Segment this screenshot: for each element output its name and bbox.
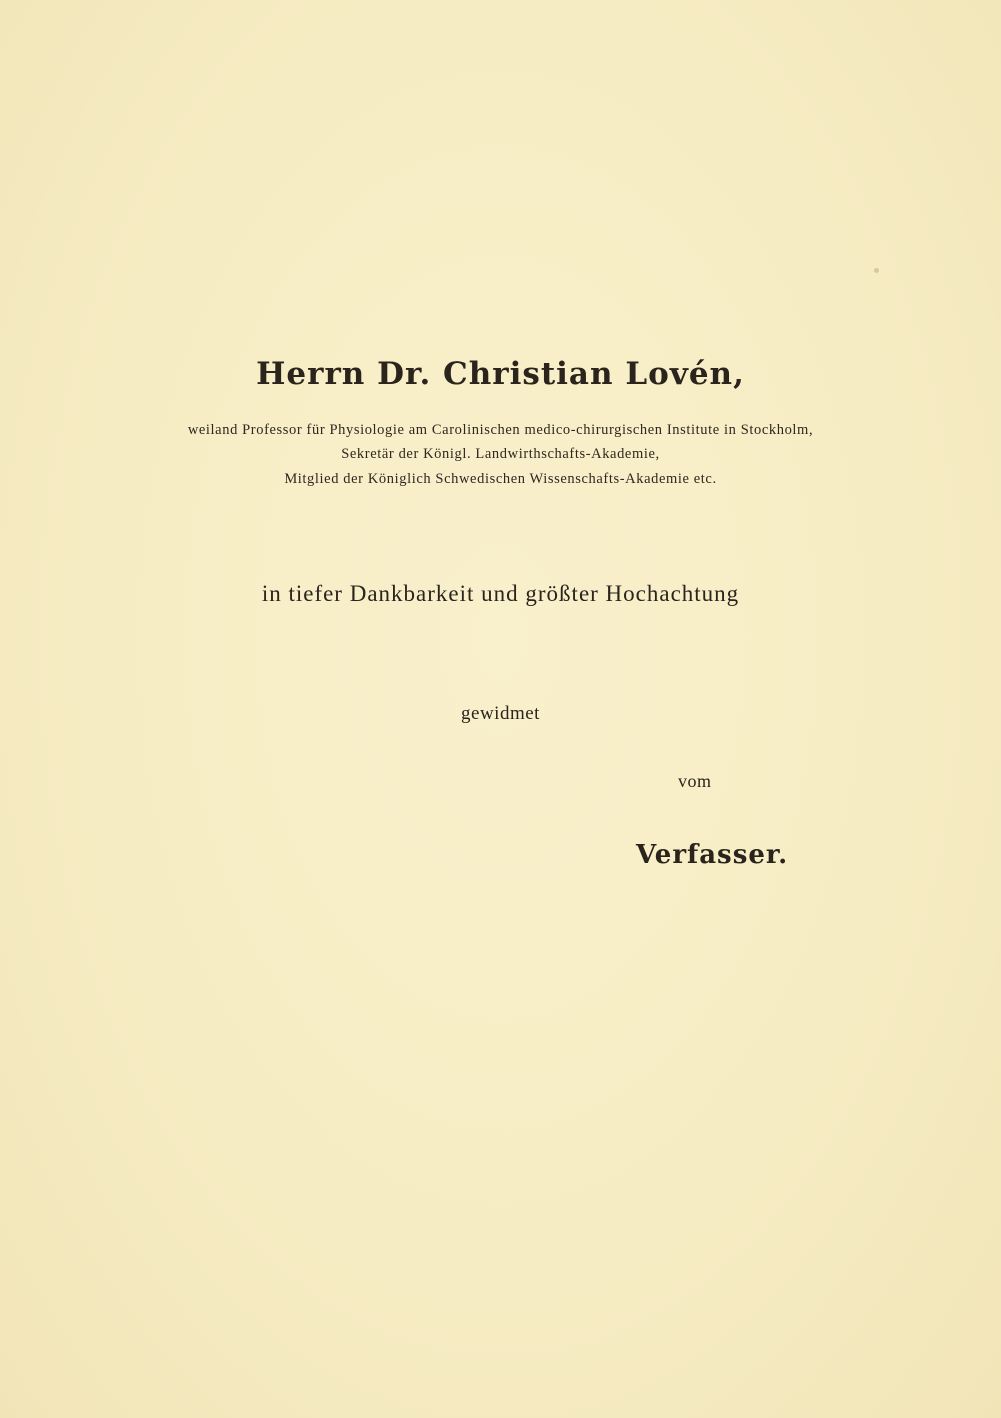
dedicatee-secretary-line: Sekretär der Königl. Landwirthschafts-Akademie, (341, 446, 660, 462)
vom-text: vom (678, 771, 712, 791)
dedicatee-title: Herrn Dr. Christian Lovén, (256, 356, 745, 392)
gewidmet-text: gewidmet (461, 703, 540, 724)
paper-speck (874, 268, 879, 273)
author-signature: Verfasser. (636, 840, 789, 870)
dedication-phrase: in tiefer Dankbarkeit und größter Hochachtung (261, 581, 740, 606)
dedicatee-membership-line: Mitglied der Königlich Schwedischen Wissenschafts-Akademie etc. (284, 471, 717, 487)
dedicatee-position-line: weiland Professor für Physiologie am Carolinischen medico-chirurgischen Institute in Stockholm, (187, 422, 814, 438)
